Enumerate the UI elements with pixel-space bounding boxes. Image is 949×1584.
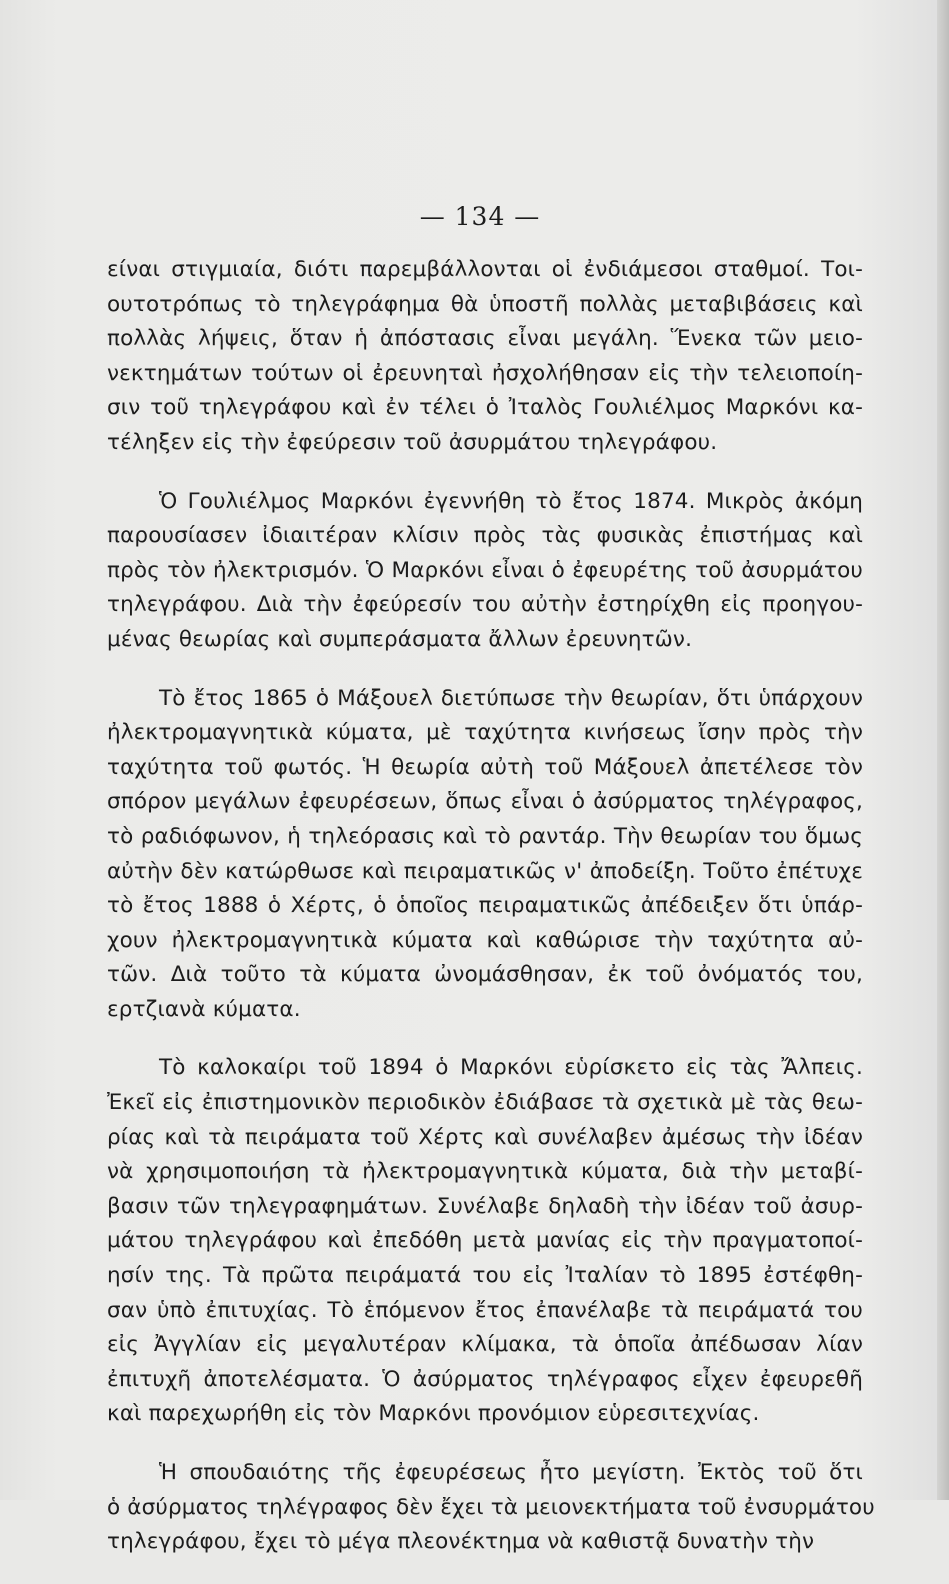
text-line: πολλὰς λήψεις, ὅταν ἡ ἀπόστασις εἶναι μεγάλη. Ἕνεκα τῶν μειο-	[107, 326, 863, 352]
paragraph	[107, 485, 863, 658]
body-text	[107, 253, 875, 1584]
text-line: ερτζιανὰ κύματα.	[107, 996, 301, 1022]
text-line: Τὸ ἔτος 1865 ὁ Μάξουελ διετύπωσε τὴν θεωρίαν, ὅτι ὑπάρχουν	[159, 685, 863, 711]
paragraph	[107, 682, 863, 1028]
page-number: — 134 —	[419, 202, 541, 231]
text-line: Ἐκεῖ εἰς ἐπιστημονικὸν περιοδικὸν ἐδιάβασε τὰ σχετικὰ μὲ τὰς θεω-	[107, 1090, 863, 1116]
text-line: Τὸ καλοκαίρι τοῦ 1894 ὁ Μαρκόνι εὑρίσκετο εἰς τὰς Ἄλπεις.	[159, 1055, 863, 1081]
text-line: μάτου τηλεγράφου καὶ ἐπεδόθη μετὰ μανίας εἰς τὴν πραγματοποί-	[107, 1228, 863, 1254]
text-line: τηλεγράφου. Διὰ τὴν ἐφεύρεσίν του αὐτὴν ἐστηρίχθη εἰς προηγου-	[107, 592, 863, 618]
text-line: παρουσίασεν ἰδιαιτέραν κλίσιν πρὸς τὰς φυσικὰς ἐπιστήμας καὶ	[107, 523, 863, 549]
text-line: ὁ ἀσύρματος τηλέγραφος δὲν ἔχει τὰ μειονεκτήματα τοῦ ἐνσυρμάτου	[107, 1494, 875, 1520]
text-line: σιν τοῦ τηλεγράφου καὶ ἐν τέλει ὁ Ἰταλὸς Γουλιέλμος Μαρκόνι κα-	[107, 395, 863, 421]
text-line: ρίας καὶ τὰ πειράματα τοῦ Χέρτς καὶ συνέλαβεν ἀμέσως τὴν ἰδέαν	[107, 1124, 863, 1150]
text-line: αὐτὴν δὲν κατώρθωσε καὶ πειραματικῶς ν' ἀποδείξη. Τοῦτο ἐπέτυχε	[107, 858, 863, 884]
page-edge	[937, 0, 949, 1500]
text-line: ἐπιτυχῆ ἀποτελέσματα. Ὁ ἀσύρματος τηλέγραφος εἶχεν ἐφευρεθῆ	[107, 1366, 863, 1392]
text-line: χουν ἠλεκτρομαγνητικὰ κύματα καὶ καθώρισε τὴν ταχύτητα αὐ-	[107, 927, 863, 953]
text-line: ησίν της. Τὰ πρῶτα πειράματά του εἰς Ἰταλίαν τὸ 1895 ἐστέφθη-	[107, 1263, 863, 1289]
text-line: νὰ χρησιμοποιήση τὰ ἠλεκτρομαγνητικὰ κύματα, διὰ τὴν μεταβί-	[107, 1159, 863, 1185]
paragraph	[107, 1051, 863, 1432]
text-line: σπόρον μεγάλων ἐφευρέσεων, ὅπως εἶναι ὁ ἀσύρματος τηλέγραφος,	[107, 789, 863, 815]
text-line: Ἡ σπουδαιότης τῆς ἐφευρέσεως ἦτο μεγίστη. Ἐκτὸς τοῦ ὅτι	[159, 1460, 863, 1485]
paragraph	[107, 253, 863, 461]
text-line: τέληξεν εἰς τὴν ἐφεύρεσιν τοῦ ἀσυρμάτου τηλεγράφου.	[107, 429, 718, 455]
text-line: είναι στιγμιαία, διότι παρεμβάλλονται οἱ ἐνδιάμεσοι σταθμοί. Τοι-	[107, 257, 863, 282]
text-line: ουτοτρόπως τὸ τηλεγράφημα θὰ ὑποστῆ πολλὰς μεταβιβάσεις καὶ	[107, 291, 863, 317]
text-line: μένας θεωρίας καὶ συμπεράσματα ἄλλων ἐρευνητῶν.	[107, 626, 693, 652]
text-line: ταχύτητα τοῦ φωτός. Ἡ θεωρία αὐτὴ τοῦ Μάξουελ ἀπετέλεσε τὸν	[107, 754, 863, 780]
text-line: νεκτημάτων τούτων οἱ ἐρευνηταὶ ἠσχολήθησαν εἰς τὴν τελειοποίη-	[107, 360, 863, 386]
text-line: τηλεγράφου, ἔχει τὸ μέγα πλεονέκτημα νὰ καθιστᾷ δυνατὴν τὴν	[107, 1529, 815, 1555]
text-line: πρὸς τὸν ἠλεκτρισμόν. Ὁ Μαρκόνι εἶναι ὁ ἐφευρέτης τοῦ ἀσυρμάτου	[107, 557, 863, 583]
text-line: ἠλεκτρομαγνητικὰ κύματα, μὲ ταχύτητα κινήσεως ἴσην πρὸς τὴν	[107, 720, 863, 746]
text-line: τῶν. Διὰ τοῦτο τὰ κύματα ὠνομάσθησαν, ἐκ τοῦ ὀνόματός του,	[107, 962, 863, 988]
text-line: τὸ ραδιόφωνον, ἡ τηλεόρασις καὶ τὸ ραντάρ. Τὴν θεωρίαν του ὅμως	[107, 823, 863, 849]
paragraph	[107, 1456, 875, 1560]
text-line: καὶ παρεχωρήθη εἰς τὸν Μαρκόνι προνόμιον εὑρεσιτεχνίας.	[107, 1401, 760, 1427]
text-line: σαν ὑπὸ ἐπιτυχίας. Τὸ ἑπόμενον ἔτος ἐπανέλαβε τὰ πειράματά του	[107, 1297, 863, 1323]
text-line: εἰς Ἀγγλίαν εἰς μεγαλυτέραν κλίμακα, τὰ ὁποῖα ἀπέδωσαν λίαν	[107, 1332, 863, 1358]
text-line: βασιν τῶν τηλεγραφημάτων. Συνέλαβε δηλαδὴ τὴν ἰδέαν τοῦ ἀσυρ-	[107, 1193, 863, 1219]
text-line: τὸ ἔτος 1888 ὁ Χέρτς, ὁ ὁποῖος πειραματικῶς ἀπέδειξεν ὅτι ὑπάρ-	[107, 893, 863, 919]
text-line: Ὁ Γουλιέλμος Μαρκόνι ἐγεννήθη τὸ ἔτος 1874. Μικρὸς ἀκόμη	[159, 488, 863, 514]
